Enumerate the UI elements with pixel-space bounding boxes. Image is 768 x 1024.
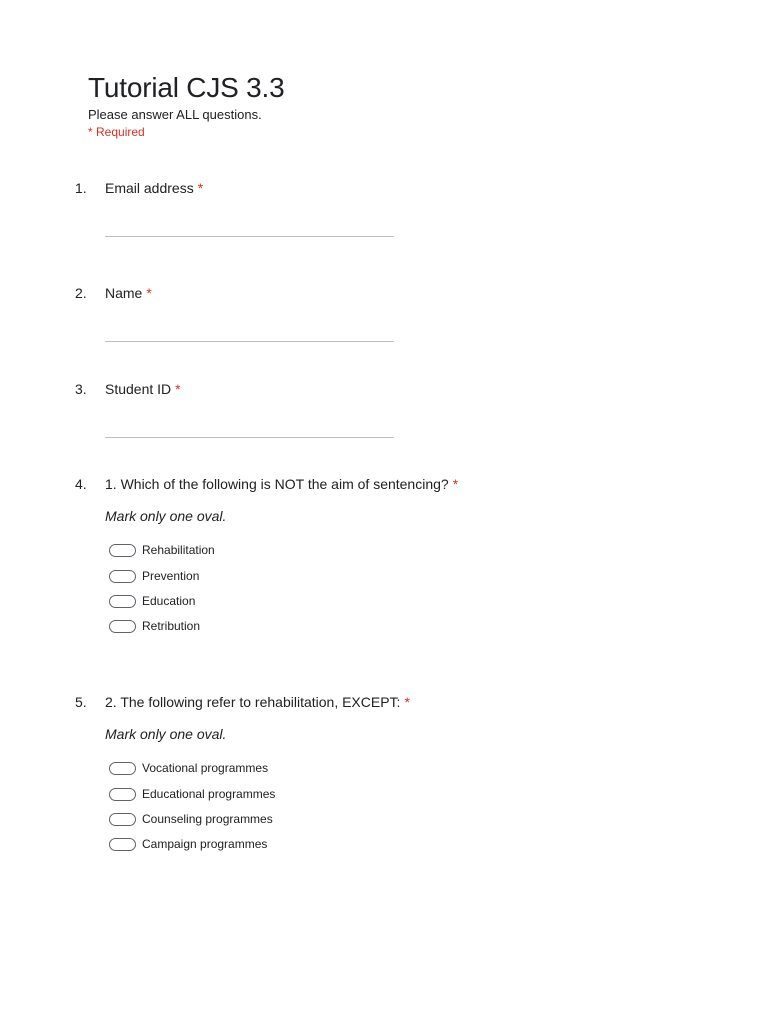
radio-oval[interactable] [109,544,136,557]
question-title [105,475,458,493]
radio-oval[interactable] [109,620,136,633]
question-title [105,179,203,197]
option-label: Campaign programmes [142,837,268,851]
required-star: * [404,694,410,710]
form-title: Tutorial CJS 3.3 [88,72,285,103]
option-vocational[interactable] [109,760,268,776]
question-title-text: 2. The following refer to rehabilitation, EXCEPT: [105,694,401,710]
option-campaign[interactable] [109,836,267,852]
radio-oval[interactable] [109,838,136,851]
required-star: * [175,381,181,397]
instruction-text: Mark only one oval. [105,726,227,742]
option-label: Rehabilitation [142,543,215,557]
required-note: * Required [88,125,145,139]
student-id-answer-field[interactable] [105,437,394,438]
option-educational[interactable] [109,786,275,802]
question-number: 5. [75,694,87,710]
required-star: * [452,476,459,492]
question-number: 3. [75,381,87,397]
form-description: Please answer ALL questions. [88,107,262,122]
required-star: * [146,285,152,301]
option-education[interactable] [109,593,195,609]
option-counseling[interactable] [109,811,273,827]
email-answer-field[interactable] [105,236,394,237]
radio-oval[interactable] [109,813,136,826]
name-answer-field[interactable] [105,341,394,342]
question-number: 4. [75,476,87,492]
question-title-text: Email address [105,180,194,196]
question-title-text: Student ID [105,381,172,397]
option-label: Prevention [142,569,200,583]
option-label: Educational programmes [142,787,276,801]
option-label: Retribution [142,619,201,633]
option-label: Vocational programmes [142,761,269,775]
required-star: * [197,180,204,196]
radio-oval[interactable] [109,788,136,801]
option-label: Education [142,594,196,608]
radio-oval[interactable] [109,595,136,608]
option-prevention[interactable] [109,568,199,584]
option-retribution[interactable] [109,618,200,634]
question-number: 1. [75,180,87,196]
question-title [105,380,181,398]
question-title-text: 1. Which of the following is NOT the aim of sentencing? [105,476,449,492]
option-label: Counseling programmes [142,812,273,826]
question-title [105,693,410,711]
question-number: 2. [75,285,87,301]
radio-oval[interactable] [109,762,136,775]
instruction-text: Mark only one oval. [105,508,227,524]
radio-oval[interactable] [109,570,136,583]
question-title [105,284,152,302]
option-rehabilitation[interactable] [109,542,215,558]
question-title-text: Name [105,285,143,301]
